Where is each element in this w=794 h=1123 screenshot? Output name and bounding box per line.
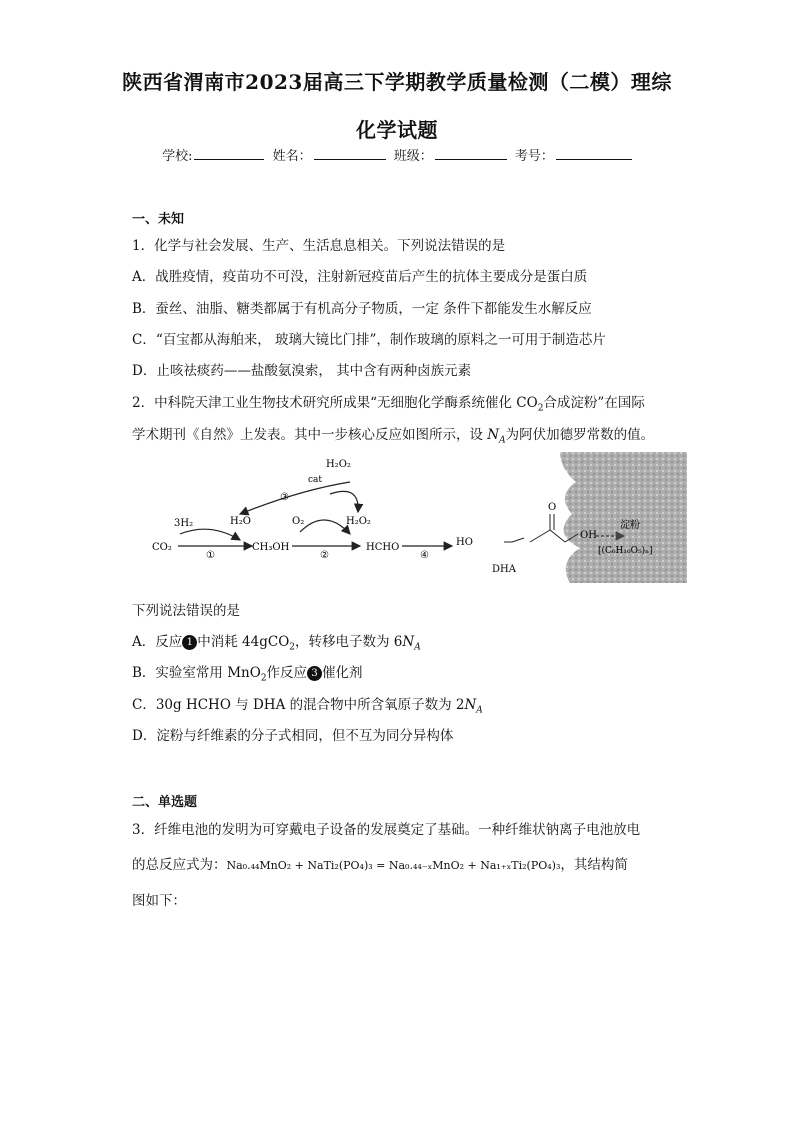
ch3oh-label: CH₃OH xyxy=(252,542,290,553)
oh-label: OH xyxy=(580,530,597,541)
step-4-label: ④ xyxy=(420,550,429,561)
name-label: 姓名： xyxy=(272,149,312,164)
step-3-label: ③ xyxy=(280,492,289,503)
question-2-option-c: C．30g HCHO 与 DHA 的混合物中所含氧原子数为 $2N_A$ xyxy=(132,697,483,716)
cat-label: cat xyxy=(308,475,323,485)
starch-label: 淀粉 xyxy=(620,520,640,531)
h2o-label: H₂O xyxy=(230,516,251,527)
h2o2-right-label: H₂O₂ xyxy=(346,516,371,527)
question-1-option-d: D．止咳祛痰药——盐酸氨溴索， 其中含有两种卤族元素 xyxy=(132,363,472,379)
battery-equation: Na₀.₄₄MnO₂ + NaTi₂(PO₄)₃ = Na₀.₄₄₋ₓMnO₂ + Na₁₊ₓTi₂(PO₄)₃ xyxy=(226,859,561,872)
school-blank xyxy=(194,158,264,160)
name-blank xyxy=(314,158,386,160)
name-field xyxy=(273,145,386,164)
carbonyl-o-label: O xyxy=(548,502,557,513)
reaction-scheme-svg xyxy=(140,452,687,583)
step-1-label: ① xyxy=(206,550,215,561)
question-2-option-d: D．淀粉与纤维素的分子式相同，但不互为同分异构体 xyxy=(132,728,454,744)
exam-number-field xyxy=(515,145,632,164)
question-3-stem-line1: 3．纤维电池的发明为可穿戴电子设备的发展奠定了基础。一种纤维状钠离子电池放电 xyxy=(132,822,641,838)
question-2-option-a: A．反应 1 中消耗 44gCO$_2$，转移电子数为 $6N_A$ xyxy=(132,634,421,653)
section-title-single-choice: 二、单选题 xyxy=(132,795,198,810)
o2-label: O₂ xyxy=(292,516,305,527)
page-title-line1: 陕西省渭南市2023届高三下学期教学质量检测（二模）理综 xyxy=(122,70,672,94)
exam-number-label: 考号： xyxy=(514,149,554,164)
scan-texture xyxy=(560,452,687,583)
student-info-fields xyxy=(0,145,794,164)
ho-label: HO xyxy=(456,537,473,548)
class-field xyxy=(394,145,507,164)
school-label: 学校: xyxy=(162,149,193,164)
question-3-stem-line2: 的总反应式为：Na₀.₄₄MnO₂ + NaTi₂(PO₄)₃ = Na₀.₄₄₋ₓMnO₂ + Na₁₊ₓTi₂(PO₄)₃，其结构简 xyxy=(132,857,628,873)
h2o2-top-label: H₂O₂ xyxy=(326,459,351,470)
3h2-label: 3H₂ xyxy=(174,518,194,529)
exam-number-blank xyxy=(556,158,632,160)
reaction-scheme-figure xyxy=(140,452,687,583)
question-3-stem-line3: 图如下： xyxy=(132,893,186,909)
page-title-line2: 化学试题 xyxy=(356,118,438,142)
circled-3-icon: 3 xyxy=(307,666,322,681)
class-label: 班级： xyxy=(393,149,433,164)
question-2-follow: 下列说法错误的是 xyxy=(132,603,240,619)
question-1-option-a: A．战胜疫情，疫苗功不可没，注射新冠疫苗后产生的抗体主要成分是蛋白质 xyxy=(132,269,588,285)
co2-label: CO₂ xyxy=(152,542,172,553)
question-2-stem-line1: 2．中科院天津工业生物技术研究所成果“无细胞化学酶系统催化 $CO_2$合成淀粉”在国际 xyxy=(132,395,645,414)
step-2-label: ② xyxy=(320,550,329,561)
class-blank xyxy=(435,158,507,160)
starch-formula-label: [(C₆H₁₀O₅)ₙ] xyxy=(598,546,653,556)
hcho-label: HCHO xyxy=(366,542,400,553)
question-1-option-c: C．“百宝都从海舶来， 玻璃大镜比门排”，制作玻璃的原料之一可用于制造芯片 xyxy=(132,332,606,348)
question-1-stem: 1．化学与社会发展、生产、生活息息相关。下列说法错误的是 xyxy=(132,238,506,254)
question-1-option-b: B．蚕丝、油脂、糖类都属于有机高分子物质，一定 条件下都能发生水解反应 xyxy=(132,301,592,317)
school-field xyxy=(162,145,264,164)
question-2-option-b: B．实验室常用 MnO$_2$作反应 3 催化剂 xyxy=(132,665,363,684)
question-2-stem-line2: 学术期刊《自然》上发表。其中一步核心反应如图所示，设 $N_A$为阿伏加德罗常数的值。 xyxy=(132,427,655,446)
circled-1-icon: 1 xyxy=(182,635,197,650)
section-title-unknown: 一、未知 xyxy=(132,212,185,227)
dha-label: DHA xyxy=(492,564,516,575)
